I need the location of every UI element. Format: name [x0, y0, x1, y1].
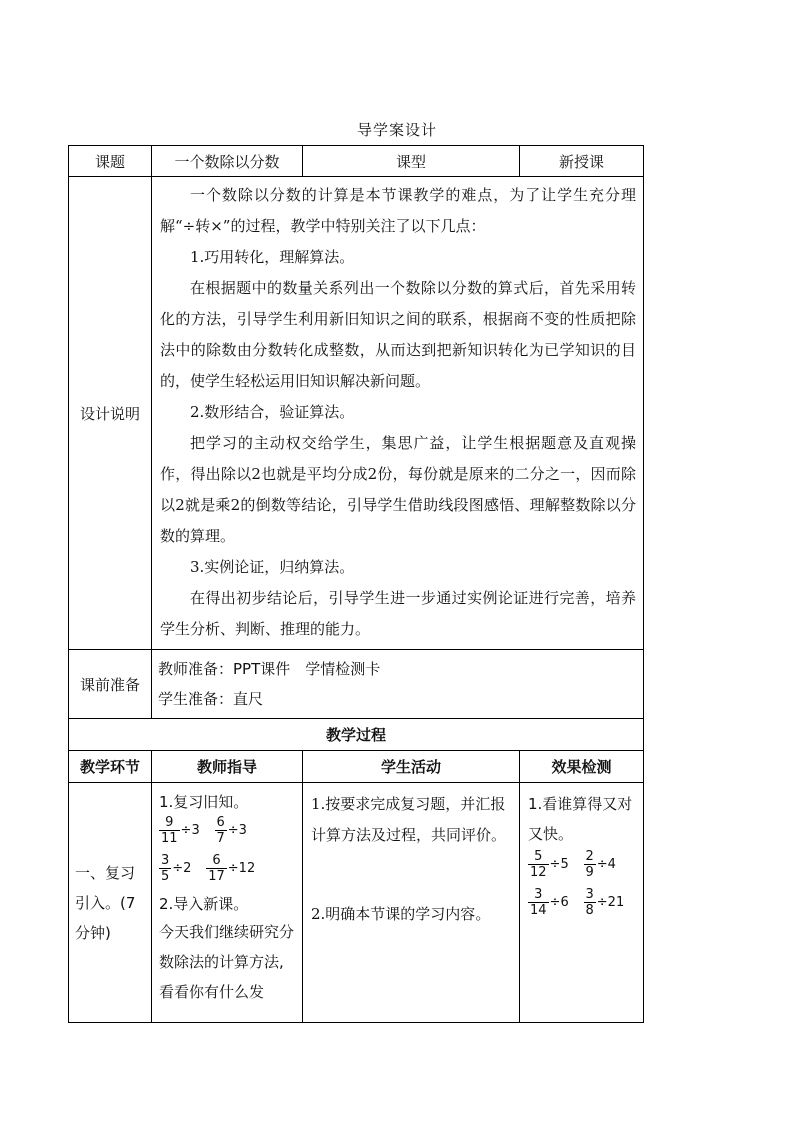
design-paragraph: 3.实例论证，归纳算法。 [190, 558, 355, 576]
operator: ÷4 [596, 856, 616, 872]
denominator: 14 [530, 903, 547, 918]
numerator: 6 [216, 815, 225, 830]
effect-title: 1.看谁算得又对又快。 [528, 795, 633, 843]
stage-cell: 一、复习引入。(7分钟) [69, 783, 152, 1023]
design-label: 设计说明 [69, 177, 152, 650]
header-row [69, 146, 644, 177]
design-paragraph: 在根据题中的数量关系列出一个数除以分数的算式后，首先采用转化的方法，引导学生利用新旧知识之间的联系，根据商不变的性质把除法中的除数由分数转化成整数，从而达到把新知识转化为已学知识的目的，使学生轻松运用旧知识解决新问题。 [160, 279, 636, 390]
column-header-stage: 教学环节 [69, 751, 152, 783]
denominator: 17 [208, 869, 225, 884]
topic-value: 一个数除以分数 [152, 146, 303, 177]
column-header-row [69, 751, 644, 783]
design-description [152, 177, 644, 650]
operator: ÷3 [227, 822, 247, 838]
teacher-text: 今天我们继续研究分数除法的计算方法,看看你有什么发 [159, 923, 295, 1001]
teacher-preparation: 教师准备：PPT课件 学情检测卡 [158, 660, 381, 678]
operator: ÷12 [227, 860, 256, 876]
exercise-row [159, 815, 298, 853]
operator: ÷5 [549, 856, 569, 872]
numerator: 6 [212, 853, 221, 868]
operator: ÷2 [172, 860, 192, 876]
column-header-effect: 效果检测 [520, 751, 644, 783]
column-header-teacher: 教师指导 [152, 751, 303, 783]
numerator: 3 [161, 853, 170, 868]
denominator: 11 [161, 831, 178, 846]
type-value: 新授课 [520, 146, 644, 177]
exercise-row [159, 853, 298, 891]
design-paragraph: 在得出初步结论后，引导学生进一步通过实例论证进行完善，培养学生分析、判断、推理的能力。 [160, 589, 636, 638]
numerator: 2 [585, 849, 594, 864]
process-title-row [69, 719, 644, 751]
fraction [159, 853, 171, 884]
type-label: 课型 [303, 146, 520, 177]
design-paragraph: 一个数除以分数的计算是本节课教学的难点，为了让学生充分理解“÷转×”的过程，教学中特别关注了以下几点： [160, 186, 636, 235]
topic-label: 课题 [69, 146, 152, 177]
fraction [528, 887, 549, 918]
effect-exercise-row [528, 849, 637, 887]
denominator: 5 [161, 869, 170, 884]
denominator: 8 [585, 903, 594, 918]
student-preparation: 学生准备：直尺 [158, 690, 264, 708]
numerator: 3 [534, 887, 543, 902]
effect-check-cell [520, 783, 644, 1023]
teacher-guidance-cell [152, 783, 303, 1023]
fraction [528, 849, 549, 880]
document-title: 导学案设计 [356, 121, 437, 139]
operator: ÷6 [549, 894, 569, 910]
design-paragraph: 2.数形结合，验证算法。 [190, 403, 355, 421]
column-header-student: 学生活动 [303, 751, 520, 783]
preparation-row [69, 650, 644, 719]
design-row [69, 177, 644, 650]
numerator: 9 [165, 815, 174, 830]
design-paragraph: 把学习的主动权交给学生，集思广益，让学生根据题意及直观操作，得出除以2也就是平均分成2份，每份就是原来的二分之一，因而除以2就是乘2的倒数等结论，引导学生借助线段图感悟、理解整数除以分数的算理。 [160, 434, 636, 545]
operator: ÷21 [596, 894, 625, 910]
fraction [159, 815, 180, 846]
denominator: 12 [530, 865, 547, 880]
section-row [69, 783, 644, 1023]
fraction [215, 815, 227, 846]
fraction [584, 887, 596, 918]
intro-label: 2.导入新课。 [159, 895, 249, 913]
student-activity-2: 2.明确本节课的学习内容。 [311, 905, 491, 923]
process-title: 教学过程 [69, 719, 644, 751]
fraction [584, 849, 596, 880]
preparation-content [152, 650, 644, 719]
review-label: 1.复习旧知。 [159, 793, 249, 811]
numerator: 5 [534, 849, 543, 864]
lesson-plan-table [68, 145, 644, 1023]
student-activity-cell [303, 783, 520, 1023]
preparation-label: 课前准备 [69, 650, 152, 719]
student-activity-1: 1.按要求完成复习题，并汇报计算方法及过程，共同评价。 [311, 795, 507, 844]
denominator: 7 [216, 831, 225, 846]
numerator: 3 [585, 887, 594, 902]
operator: ÷3 [180, 822, 200, 838]
effect-exercise-row [528, 887, 637, 925]
design-paragraph: 1.巧用转化，理解算法。 [190, 248, 355, 266]
fraction [206, 853, 227, 884]
denominator: 9 [585, 865, 594, 880]
